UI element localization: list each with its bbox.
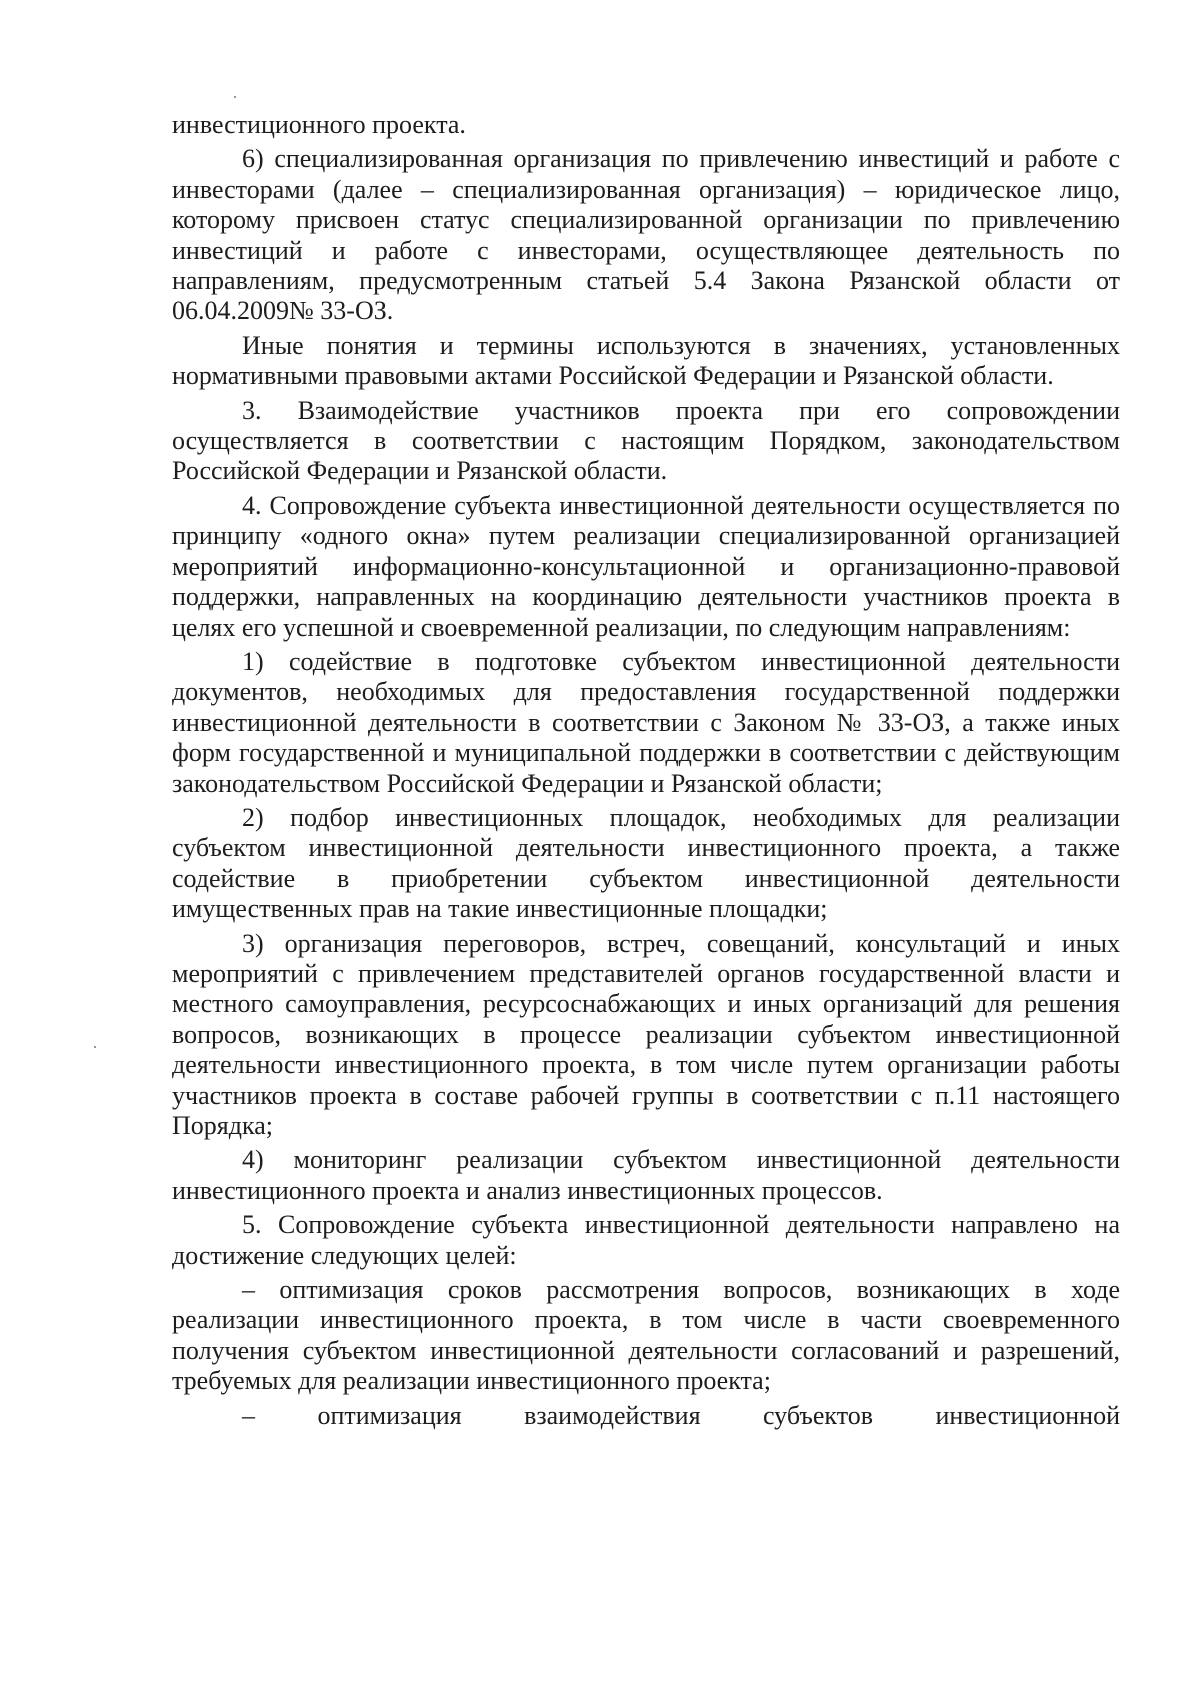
paragraph-goal-2: – оптимизация взаимодействия субъектов инвестиционной — [242, 1400, 1120, 1430]
paragraph-continuation: инвестиционного проекта. — [172, 110, 466, 139]
document-page — [172, 110, 1120, 1435]
paragraph-other-terms: Иные понятия и термины используются в значениях, установленных нормативными правовыми актами Российской Федерации и Рязанской области. — [172, 330, 1120, 391]
scan-speck — [234, 96, 236, 98]
paragraph-section-4: 4. Сопровождение субъекта инвестиционной деятельности осуществляется по принципу «одного окна» путем реализации специализированной организацией мероприятий информационно-консультационной и организационно-правовой поддержки, направленных на координацию деятельности участников проекта в целях его успешной и своевременной реализации, по следующим направлениям: — [172, 490, 1120, 642]
paragraph-item-3: 3) организация переговоров, встреч, совещаний, консультаций и иных мероприятий с привлечением представителей органов государственной власти и местного самоуправления, ресурсоснабжающих и иных организаций для решения вопросов, возникающих в процессе реализации субъектом инвестиционной деятельности инвестиционного проекта, в том числе путем организации работы участников проекта в составе рабочей группы в соответствии с п.11 настоящего Порядка; — [172, 928, 1120, 1140]
paragraph-item-6: 6) специализированная организация по привлечению инвестиций и работе с инвесторами (далее – специализированная организация) – юридическое лицо, которому присвоен статус специализированной организации по привлечению инвестиций и работе с инвесторами, осуществляющее деятельность по направлениям, предусмотренным статьей 5.4 Закона Рязанской области от 06.04.2009№ 33-ОЗ. — [172, 144, 1120, 326]
paragraph-section-3: 3. Взаимодействие участников проекта при его сопровождении осуществляется в соответствии с настоящим Порядком, законодательством Российской Федерации и Рязанской области. — [172, 395, 1120, 486]
scan-speck — [94, 1046, 96, 1048]
paragraph-goal-1: – оптимизация сроков рассмотрения вопросов, возникающих в ходе реализации инвестиционного проекта, в том числе в части своевременного получения субъектом инвестиционной деятельности согласований и разрешений, требуемых для реализации инвестиционного проекта; — [172, 1275, 1120, 1396]
paragraph-item-2: 2) подбор инвестиционных площадок, необходимых для реализации субъектом инвестиционной деятельности инвестиционного проекта, а также содействие в приобретении субъектом инвестиционной деятельности имущественных прав на такие инвестиционные площадки; — [172, 802, 1120, 924]
paragraph-section-5: 5. Сопровождение субъекта инвестиционной деятельности направлено на достижение следующих целей: — [172, 1210, 1120, 1270]
paragraph-item-1: 1) содействие в подготовке субъектом инвестиционной деятельности документов, необходимых для предоставления государственной поддержки инвестиционной деятельности в соответствии с Законом № 33-ОЗ, а также иных форм государственной и муниципальной поддержки в соответствии с действующим законодательством Российской Федерации и Рязанской области; — [172, 646, 1120, 798]
paragraph-item-4: 4) мониторинг реализации субъектом инвестиционной деятельности инвестиционного проекта и анализ инвестиционных процессов. — [172, 1145, 1120, 1205]
